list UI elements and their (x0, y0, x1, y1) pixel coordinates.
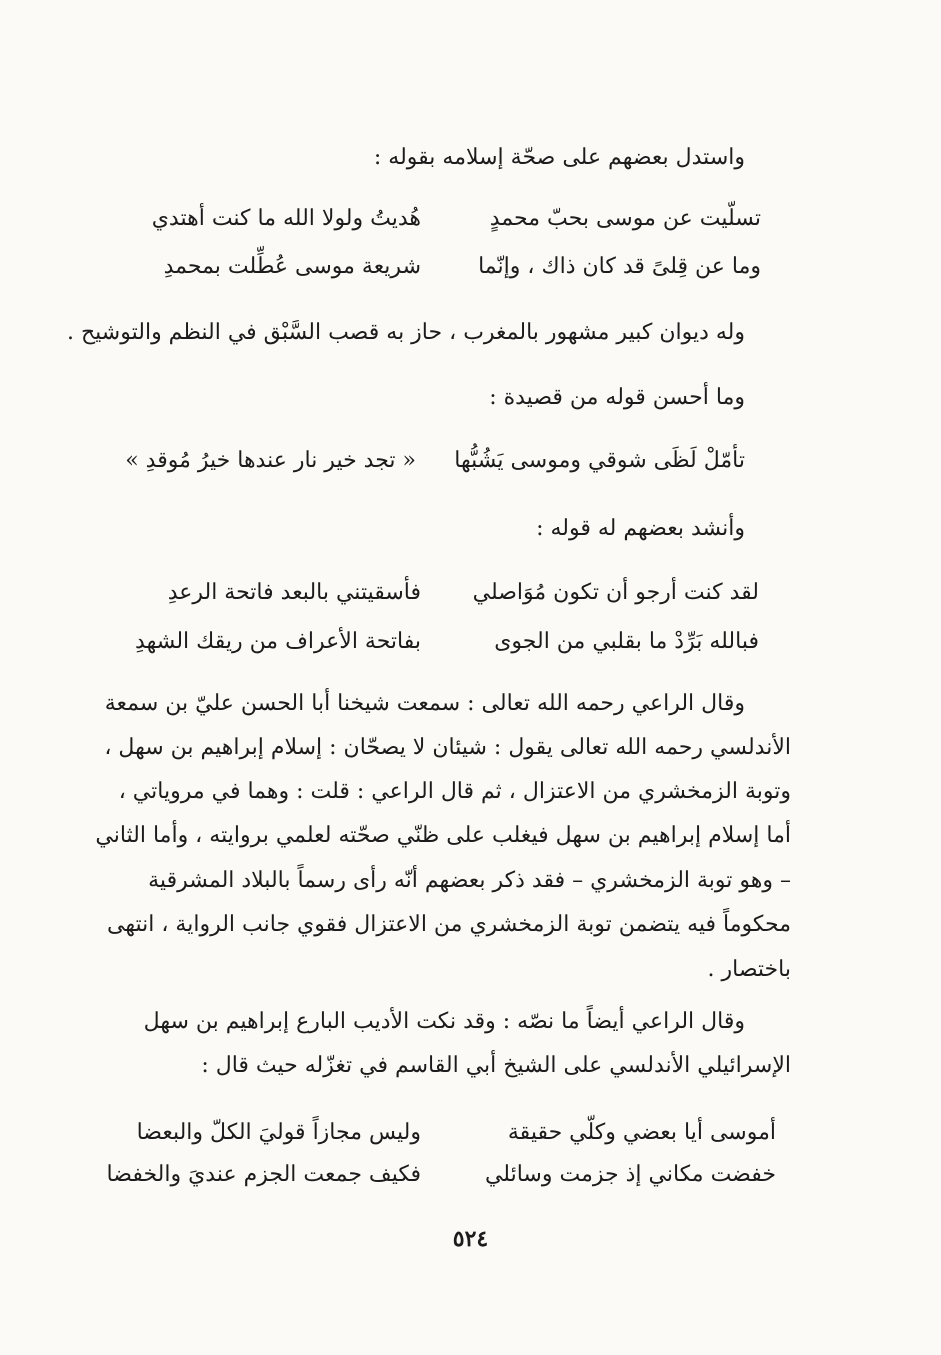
poem4-verse1-first-hemistich: أموسى أيا بعضي وكلّي حقيقة (507, 1120, 776, 1145)
poem3-verse2-first-hemistich: فبالله بَرِّدْ ما بقلبي من الجوى (494, 629, 759, 654)
paragraph-line: أما إسلام إبراهيم بن سهل فيغلب على ظنّي صحّته لعلمي بروايته ، وأما الثاني (95, 823, 791, 848)
poem3-verse2-second-hemistich: بفاتحة الأعراف من ريقك الشهدِ (135, 629, 421, 654)
paragraph-line: وقال الراعي رحمه الله تعالى : سمعت شيخنا أبا الحسن عليّ بن سمعة (104, 691, 745, 716)
poem1-verse2-second-hemistich: شريعة موسى عُطِّلت بمحمدِ (163, 254, 421, 279)
paragraph-line: وتوبة الزمخشري من الاعتزال ، ثم قال الراعي : قلت : وهما في مروياتي ، (118, 779, 791, 804)
poem4-verse1-second-hemistich: وليس مجازاً قوليَ الكلّ والبعضا (136, 1120, 421, 1145)
poem4-verse2-first-hemistich: خفضت مكاني إذ جزمت وسائلي (484, 1162, 776, 1187)
intro-line: وما أحسن قوله من قصيدة : (489, 385, 745, 410)
intro-line: واستدل بعضهم على صحّة إسلامه بقوله : (373, 145, 745, 170)
poem3-verse1-second-hemistich: فأسقيتني بالبعد فاتحة الرعدِ (167, 580, 421, 605)
poem4-verse2-second-hemistich: فكيف جمعت الجزم عنديَ والخفضا (106, 1162, 421, 1187)
paragraph-line: – وهو توبة الزمخشري – فقد ذكر بعضهم أنّه رأى رسماً بالبلاد المشرقية (148, 868, 791, 893)
paragraph-line: الأندلسي رحمه الله تعالى يقول : شيئان لا يصحّان : إسلام إبراهيم بن سهل ، (104, 735, 791, 760)
intro-line: وأنشد بعضهم له قوله : (536, 516, 745, 541)
page-number: ٥٢٤ (452, 1226, 489, 1252)
paragraph-line: وقال الراعي أيضاً ما نصّه : وقد نكت الأديب البارع إبراهيم بن سهل (143, 1009, 745, 1034)
paragraph-line: الإسرائيلي الأندلسي على الشيخ أبي القاسم في تغزّله حيث قال : (201, 1053, 791, 1078)
poem1-verse1-first-hemistich: تسلّيت عن موسى بحبّ محمدٍ (489, 206, 761, 231)
poem3-verse1-first-hemistich: لقد كنت أرجو أن تكون مُوَاصلي (472, 580, 759, 605)
poem1-verse1-second-hemistich: هُديتُ ولولا الله ما كنت أهتدي (151, 206, 421, 231)
poem2-verse1-second-hemistich: « تجد خير نار عندها خيرُ مُوقدِ » (125, 448, 416, 473)
paragraph-line: وله ديوان كبير مشهور بالمغرب ، حاز به قصب السَّبْق في النظم والتوشيح . (66, 320, 745, 345)
paragraph-line: باختصار . (707, 957, 791, 982)
poem2-verse1-first-hemistich: تأمّلْ لَظَى شوقي وموسى يَشُبُّها (454, 448, 745, 473)
poem1-verse2-first-hemistich: وما عن قِلىً قد كان ذاك ، وإنّما (478, 254, 761, 279)
paragraph-line: محكوماً فيه يتضمن توبة الزمخشري من الاعتزال فقوي جانب الرواية ، انتهى (106, 912, 791, 937)
